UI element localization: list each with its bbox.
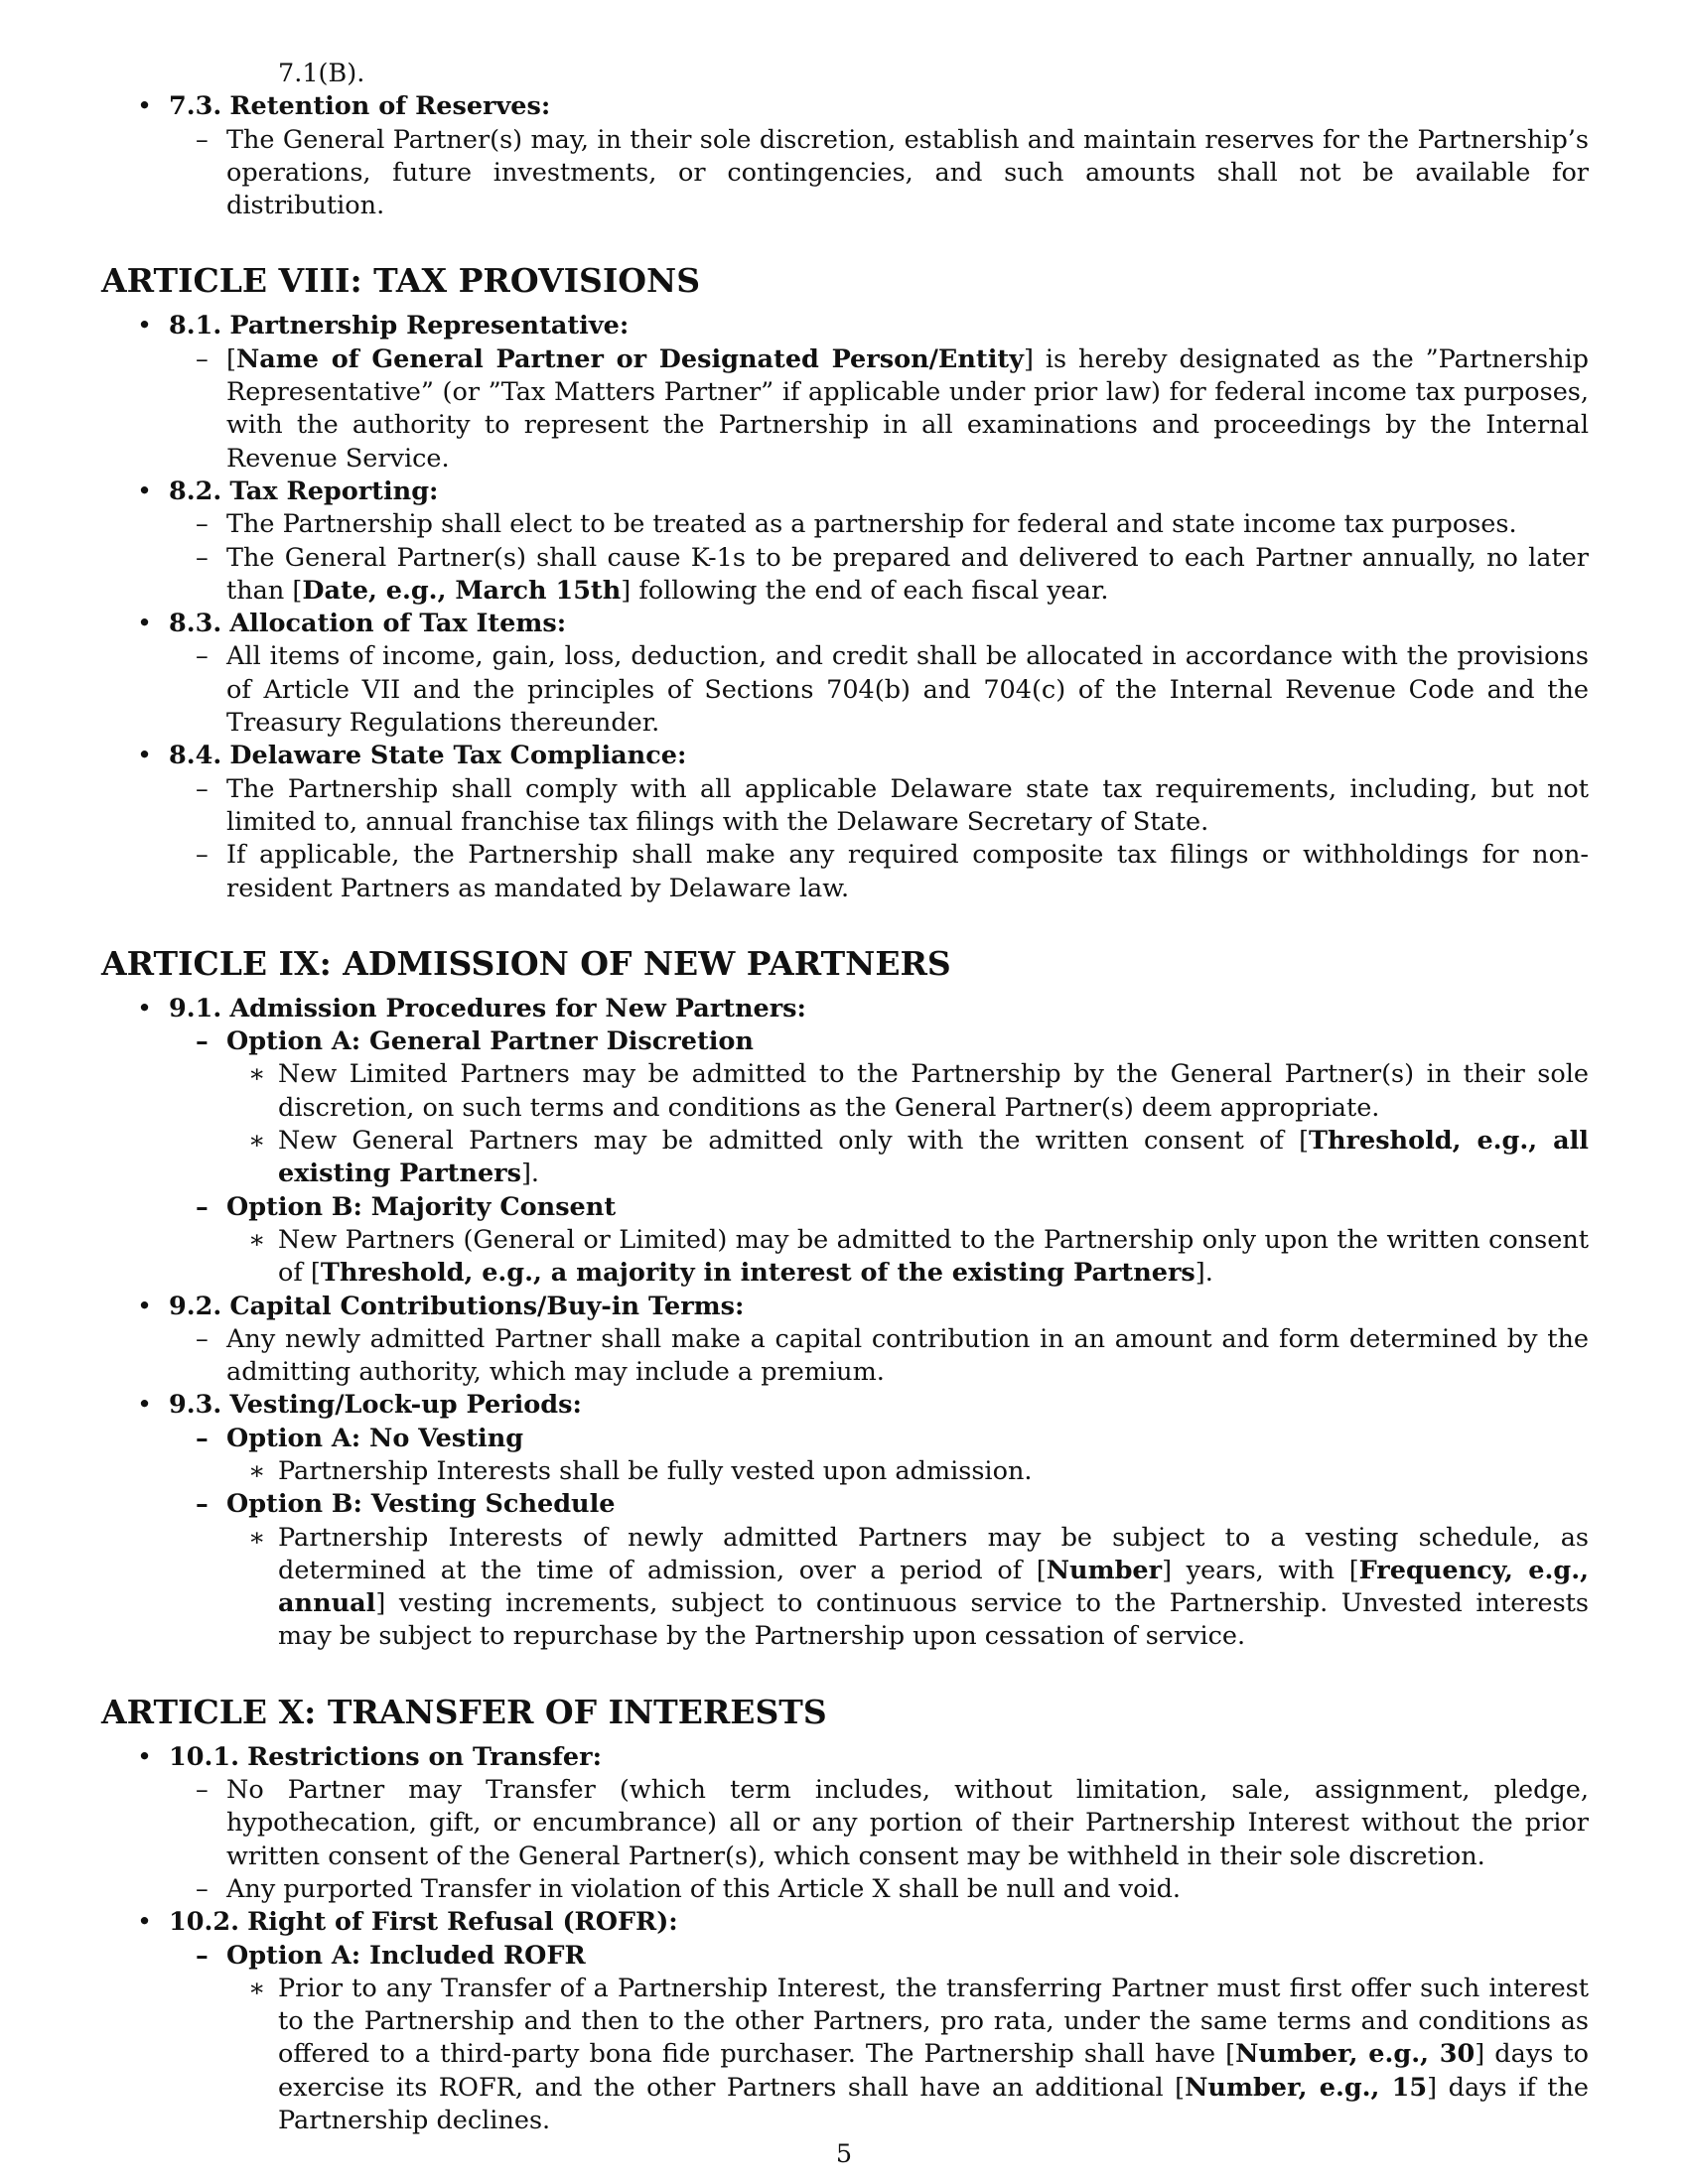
- placeholder-field: Number, e.g., 30: [1235, 2039, 1476, 2070]
- list-item: – The General Partner(s) shall cause K-1s to be prepared and delivered to each Partner annually, no later than [Date, e.g., March 15th] following the end of each fiscal year.: [196, 542, 1589, 606]
- dash: –: [196, 1323, 209, 1354]
- list-item: ∗ Prior to any Transfer of a Partnership Interest, the transferring Partner must first offer such interest to the Partnership and then to the other Partners, pro rata, under the same terms and conditions as offered to a third-party bona fide purchaser. The Partnership shall have [Number, e.g., 30] days to exercise its ROFR, and the other Partners shall have an additional [Number, e.g., 15] days if the Partnership declines.: [248, 1973, 1589, 2136]
- item-text: vesting increments, subject to continuous service to the Partnership. Unvested interests may be subject to repurchase by the Partnership upon cessation of service.: [278, 1588, 1589, 1652]
- section-title: Vesting/Lock-up Periods:: [229, 1390, 582, 1421]
- list-item: ∗ New General Partners may be admitted only with the written consent of [Threshold, e.g., all existing Partners].: [248, 1126, 1589, 1189]
- dash: –: [196, 542, 209, 573]
- dash: –: [196, 1873, 209, 1904]
- item-text: No Partner may Transfer (which term includes, without limitation, sale, assignment, pledge, hypothecation, gift, or encumbrance) all or any portion of their Partnership Interest without the prior written consent of the General Partner(s), which consent may be withheld in their sole discretion.: [226, 1775, 1589, 1871]
- page-number: 5: [835, 2139, 853, 2169]
- asterisk: ∗: [248, 1973, 266, 2003]
- section-8-3: [101, 608, 1589, 640]
- section-number: 7.3.: [169, 91, 222, 122]
- bullet: •: [137, 1390, 153, 1421]
- item-text: years, with: [1172, 1555, 1349, 1585]
- item-text: New Limited Partners may be admitted to the Partnership by the General Partner(s) in their sole discretion, on such terms and conditions as the General Partner(s) deem appropriate.: [278, 1059, 1589, 1123]
- asterisk: ∗: [248, 1455, 266, 1486]
- dash: –: [196, 773, 209, 804]
- placeholder-field: Frequency, e.g., annual: [278, 1555, 1589, 1619]
- option-label: Option B: Majority Consent: [226, 1191, 617, 1222]
- section-title: Capital Contributions/Buy-in Terms:: [229, 1291, 745, 1321]
- item-text: .: [1204, 1258, 1213, 1289]
- list-item: ∗ New Partners (General or Limited) may be admitted to the Partnership only upon the written consent of [Threshold, e.g., a majority in interest of the existing Partners].: [248, 1224, 1589, 1289]
- bullet: •: [137, 1741, 153, 1772]
- asterisk: ∗: [248, 1522, 266, 1553]
- item-text: days if the Partnership declines.: [278, 2072, 1589, 2136]
- list-item: [101, 1774, 1589, 1873]
- bullet: •: [137, 1291, 153, 1321]
- asterisk: ∗: [248, 1126, 266, 1157]
- continued-fragment: 7.1(B).: [278, 59, 365, 88]
- section-title: Allocation of Tax Items:: [229, 609, 567, 639]
- item-text: All items of income, gain, loss, deduction, and credit shall be allocated in accordance with the provisions of Article VII and the principles of Sections 704(b) and 704(c) of the Internal Revenue Code and the Treasury Regulations thereunder.: [226, 641, 1589, 739]
- section-title: Partnership Representative:: [229, 311, 630, 341]
- section-number: 9.1.: [169, 993, 222, 1024]
- dash: –: [196, 641, 209, 672]
- section-9-1: [101, 993, 1589, 1025]
- dash: –: [196, 840, 209, 871]
- article-heading: ARTICLE VIII: TAX PROVISIONS: [101, 261, 701, 301]
- list-item: [101, 1058, 1589, 1125]
- section-title: Admission Procedures for New Partners:: [229, 993, 806, 1024]
- dash: –: [196, 343, 209, 374]
- placeholder-field: Threshold, e.g., a majority in interest of the existing Partners: [320, 1258, 1196, 1289]
- section-8-4: [101, 740, 1589, 772]
- list-item: [101, 640, 1589, 740]
- option-heading: [101, 1025, 1589, 1058]
- item-text: days to exercise its ROFR, and the other Partners shall have an additional: [278, 2039, 1589, 2103]
- section-9-3: [101, 1389, 1589, 1422]
- bullet: •: [137, 476, 153, 506]
- list-item: [101, 839, 1589, 905]
- placeholder-field: Threshold, e.g., all existing Partners: [278, 1126, 1589, 1189]
- item-text: following the end of each fiscal year.: [631, 575, 1109, 606]
- section-7-3: [101, 90, 1589, 123]
- dash: –: [196, 124, 209, 155]
- dash: –: [196, 1423, 209, 1453]
- item-text: The General Partner(s) shall cause K-1s to be prepared and delivered to each Partner annually, no later than: [226, 542, 1589, 606]
- dash: –: [196, 1489, 209, 1520]
- item-text: Prior to any Transfer of a Partnership Interest, the transferring Partner must first offer such interest to the Partnership and then to the other Partners, pro rata, under the same terms and conditions as offered to a third-party bona fide purchaser. The Partnership shall have: [278, 1973, 1589, 2070]
- option-label: Option A: General Partner Discretion: [226, 1026, 754, 1057]
- asterisk: ∗: [248, 1224, 266, 1255]
- document-page: [101, 58, 1589, 2137]
- list-item: [101, 508, 1589, 541]
- list-item: ∗ Partnership Interests of newly admitted Partners may be subject to a vesting schedule, as determined at the time of admission, over a period of [Number] years, with [Frequency, e.g., annual] vesting increments, subject to continuous service to the Partnership. Unvested interests may be subject to repurchase by the Partnership upon cessation of service.: [248, 1522, 1589, 1652]
- section-10-1: [101, 1741, 1589, 1774]
- option-heading: [101, 1940, 1589, 1973]
- item-text: Any newly admitted Partner shall make a capital contribution in an amount and form determined by the admitting authority, which may include a premium.: [226, 1323, 1589, 1388]
- section-title: Tax Reporting:: [229, 476, 439, 506]
- item-text: .: [530, 1159, 540, 1189]
- dash: –: [196, 1026, 209, 1057]
- section-number: 9.2.: [169, 1291, 222, 1321]
- section-number: 10.2.: [169, 1907, 239, 1938]
- dash: –: [196, 1775, 209, 1806]
- asterisk: ∗: [248, 1059, 266, 1090]
- section-number: 8.4.: [169, 741, 222, 771]
- article-heading: ARTICLE IX: ADMISSION OF NEW PARTNERS: [101, 943, 951, 983]
- item-text: Partnership Interests of newly admitted Partners may be subject to a vesting schedule, as determined at the time of admission, over a period of: [278, 1522, 1589, 1585]
- option-label: Option A: No Vesting: [226, 1423, 524, 1453]
- option-heading: [101, 1423, 1589, 1455]
- bullet: •: [137, 741, 153, 771]
- list-item: [101, 1323, 1589, 1390]
- placeholder-field: Number: [1046, 1555, 1163, 1585]
- placeholder-field: Number, e.g., 15: [1185, 2072, 1428, 2103]
- item-text: If applicable, the Partnership shall make any required composite tax filings or withholdings for non-resident Partners as mandated by Delaware law.: [226, 840, 1589, 903]
- section-title: Right of First Refusal (ROFR):: [247, 1907, 678, 1938]
- list-item: – [Name of General Partner or Designated Person/Entity] is hereby designated as the ”Partnership Representative” (or ”Tax Matters Partner” if applicable under prior law) for federal income tax purposes, with the authority to represent the Partnership in all examinations and proceedings by the Internal Revenue Service.: [196, 343, 1589, 474]
- item-text: The Partnership shall comply with all applicable Delaware state tax requirements, including, but not limited to, annual franchise tax filings with the Delaware Secretary of State.: [226, 773, 1589, 837]
- section-title: Retention of Reserves:: [229, 91, 551, 122]
- placeholder-field: Name of General Partner or Designated Person/Entity: [235, 343, 1024, 374]
- item-text: Any purported Transfer in violation of this Article X shall be null and void.: [226, 1873, 1182, 1904]
- item-text: New Partners (General or Limited) may be admitted to the Partnership only upon the written consent of: [278, 1224, 1589, 1289]
- list-item: [101, 1455, 1589, 1488]
- item-text: New General Partners may be admitted only with the written consent of: [278, 1126, 1300, 1157]
- dash: –: [196, 509, 209, 540]
- bullet: •: [137, 609, 153, 639]
- list-item: [101, 124, 1589, 223]
- section-number: 9.3.: [169, 1390, 222, 1421]
- bullet: •: [137, 311, 153, 341]
- section-10-2: [101, 1906, 1589, 1939]
- item-text: is hereby designated as the ”Partnership Representative” (or ”Tax Matters Partner” if applicable under prior law) for federal income tax purposes, with the authority to represent the Partnership in all examinations and proceedings by the Internal Revenue Service.: [226, 343, 1589, 474]
- section-number: 8.3.: [169, 609, 222, 639]
- section-number: 8.1.: [169, 311, 222, 341]
- item-text: The Partnership shall elect to be treated as a partnership for federal and state income tax purposes.: [226, 509, 1517, 540]
- option-heading: [101, 1488, 1589, 1521]
- dash: –: [196, 1191, 209, 1222]
- section-title: Restrictions on Transfer:: [247, 1741, 602, 1772]
- bullet: •: [137, 1907, 153, 1938]
- article-heading: ARTICLE X: TRANSFER OF INTERESTS: [101, 1692, 827, 1731]
- section-number: 10.1.: [169, 1741, 239, 1772]
- section-number: 8.2.: [169, 476, 222, 506]
- section-9-2: [101, 1291, 1589, 1323]
- option-heading: [101, 1191, 1589, 1224]
- dash: –: [196, 1940, 209, 1971]
- bullet: •: [137, 993, 153, 1024]
- item-text: The General Partner(s) may, in their sole discretion, establish and maintain reserves for the Partnership’s operations, future investments, or contingencies, and such amounts shall not be available for distribution.: [226, 124, 1589, 221]
- bullet: •: [137, 91, 153, 122]
- option-label: Option A: Included ROFR: [226, 1940, 586, 1971]
- section-title: Delaware State Tax Compliance:: [229, 741, 687, 771]
- section-8-1: [101, 310, 1589, 342]
- placeholder-field: Date, e.g., March 15th: [302, 575, 622, 606]
- item-text: Partnership Interests shall be fully vested upon admission.: [278, 1455, 1033, 1486]
- list-item: [101, 1873, 1589, 1906]
- section-8-2: [101, 476, 1589, 508]
- list-item: [101, 773, 1589, 840]
- option-label: Option B: Vesting Schedule: [226, 1489, 616, 1520]
